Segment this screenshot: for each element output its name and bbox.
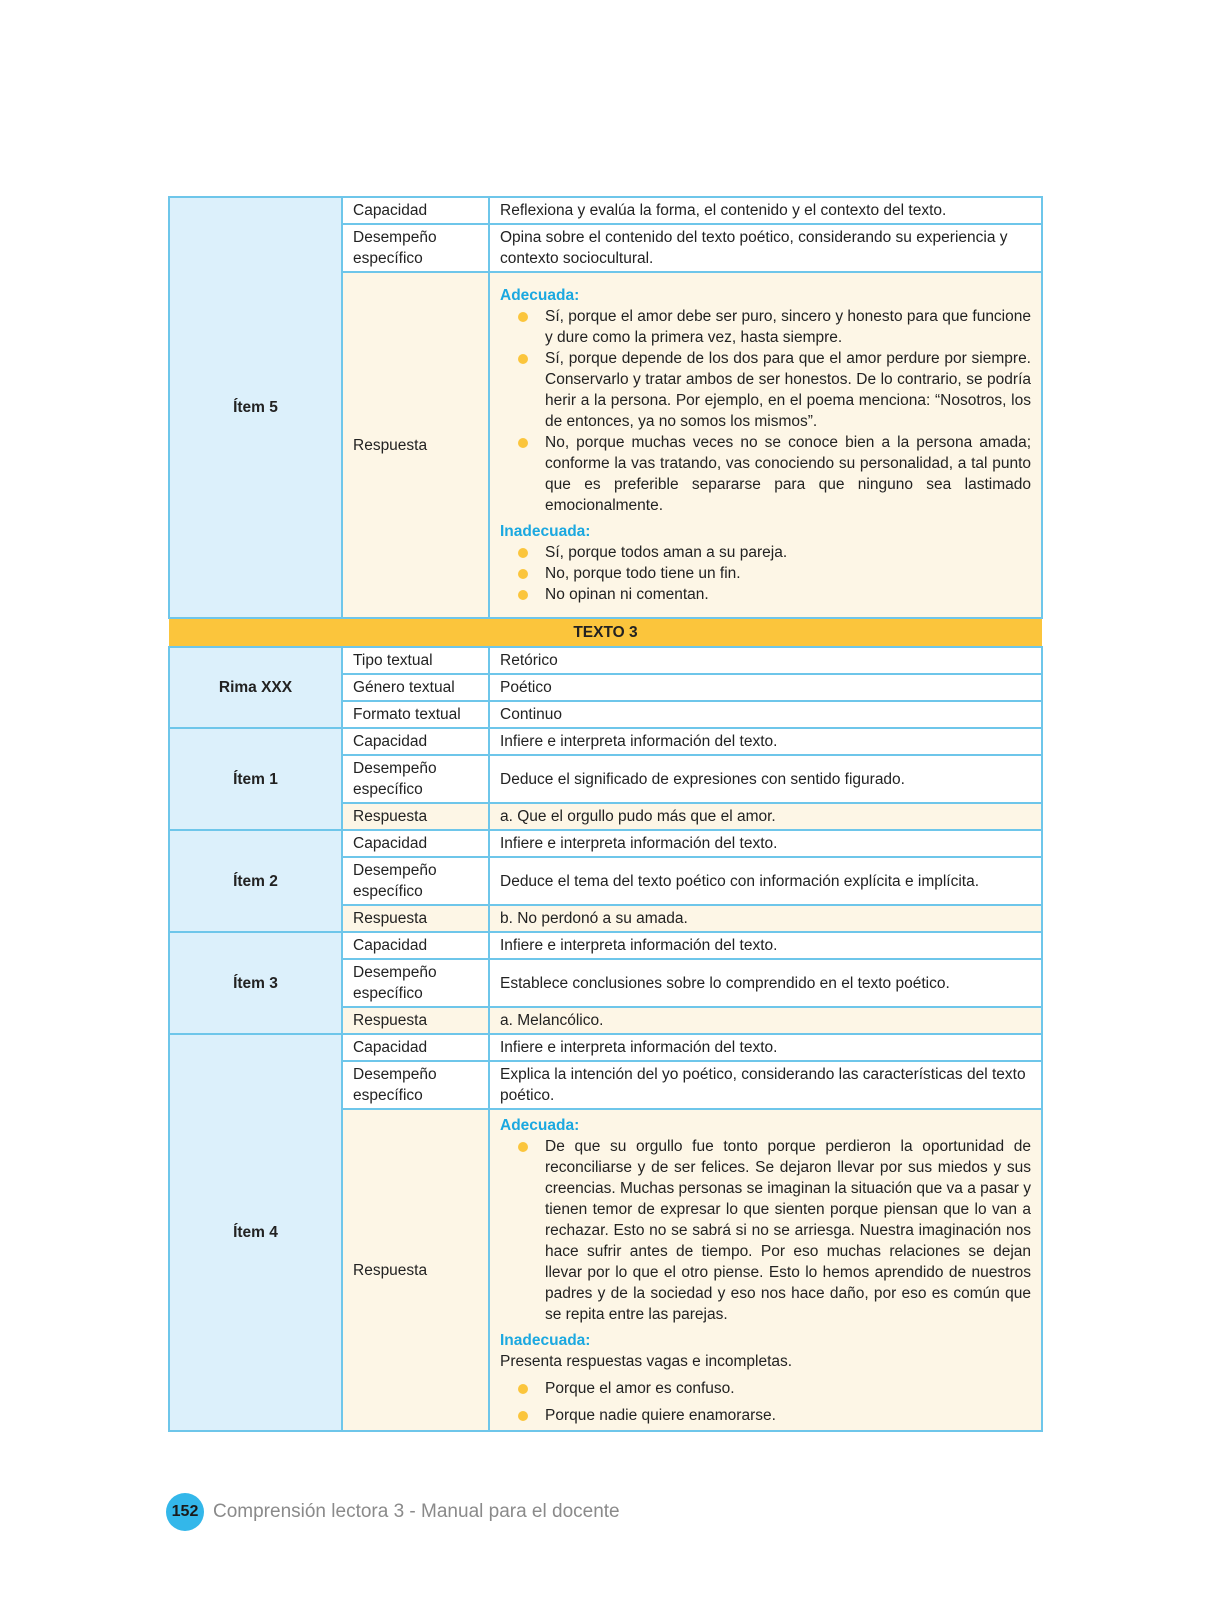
page-number: 152 xyxy=(166,1493,204,1531)
label-capacidad: Capacidad xyxy=(342,1034,489,1061)
item5-title: Ítem 5 xyxy=(169,197,342,618)
adecuada-heading: Adecuada: xyxy=(500,287,580,304)
list-item: No, porque muchas veces no se conoce bien a la persona amada; conforme la vas tratando, vas conociendo su personalidad, a tal punto que es preferible separarse para que ninguno sea lastimado emocionalmente. xyxy=(545,434,1031,514)
list-item: Porque nadie quiere enamorarse. xyxy=(545,1405,1031,1426)
item2-title: Ítem 2 xyxy=(169,830,342,932)
tipo-value: Retórico xyxy=(489,647,1042,674)
list-item: Sí, porque depende de los dos para que el amor perdure por siempre. Conservarlo y tratar ambos de ser honestos. De lo contrario, se podría herir a la persona. Por ejemplo, en el poema menciona: “Nosotros, los de entonces, ya no somos los mismos”. xyxy=(545,350,1031,430)
item4-adecuada-list xyxy=(500,1136,1031,1325)
item3-desempeno: Establece conclusiones sobre lo comprendido en el texto poético. xyxy=(489,959,1042,1007)
list-item: No, porque todo tiene un fin. xyxy=(545,563,1031,584)
label-desempeno: Desempeño específico xyxy=(342,857,489,905)
label-desempeno: Desempeño específico xyxy=(342,1061,489,1109)
item2-respuesta: b. No perdonó a su amada. xyxy=(489,905,1042,932)
list-item: No opinan ni comentan. xyxy=(545,584,1031,605)
item5-capacidad: Reflexiona y evalúa la forma, el contenido y el contexto del texto. xyxy=(489,197,1042,224)
adecuada-heading: Adecuada: xyxy=(500,1116,580,1134)
genero-value: Poético xyxy=(489,674,1042,701)
label-desempeno: Desempeño específico xyxy=(342,959,489,1007)
item1-desempeno: Deduce el significado de expresiones con sentido figurado. xyxy=(489,755,1042,803)
label-tipo: Tipo textual xyxy=(342,647,489,674)
rima-title: Rima XXX xyxy=(169,647,342,728)
list-item: De que su orgullo fue tonto porque perdieron la oportunidad de reconciliarse y de ser felices. Se dejaron llevar por sus miedos y sus creencias. Muchas personas se imaginan la situación que va a pasar y tienen temor de expresar lo que sienten porque piensan que lo van a rechazar. Esto no se sabrá si no se arriesga. Nuestra imaginación nos hace sufrir antes de tiempo. Por eso muchas relaciones se dejan llevar por lo que el otro piense. Esto lo hemos aprendido de nuestros padres y de la sociedad y eso nos hace daño, por eso es común que se repita entre las parejas. xyxy=(545,1137,1031,1323)
list-item: Sí, porque todos aman a su pareja. xyxy=(545,542,1031,563)
item4-inadecuada-list xyxy=(500,1378,1031,1426)
item4-title: Ítem 4 xyxy=(169,1034,342,1431)
item3-capacidad: Infiere e interpreta información del texto. xyxy=(489,932,1042,959)
item3-title: Ítem 3 xyxy=(169,932,342,1034)
item4-respuesta xyxy=(489,1109,1042,1431)
footer-title: Comprensión lectora 3 - Manual para el docente xyxy=(213,1501,620,1522)
label-capacidad: Capacidad xyxy=(342,830,489,857)
item5-adecuada-list xyxy=(500,306,1031,516)
label-formato: Formato textual xyxy=(342,701,489,728)
label-capacidad: Capacidad xyxy=(342,197,489,224)
texto3-band: TEXTO 3 xyxy=(169,618,1042,647)
item2-capacidad: Infiere e interpreta información del texto. xyxy=(489,830,1042,857)
label-respuesta: Respuesta xyxy=(342,272,489,618)
item1-title: Ítem 1 xyxy=(169,728,342,830)
label-capacidad: Capacidad xyxy=(342,728,489,755)
label-respuesta: Respuesta xyxy=(342,1007,489,1034)
page-footer xyxy=(166,1493,620,1531)
label-desempeno: Desempeño específico xyxy=(342,224,489,272)
label-capacidad: Capacidad xyxy=(342,932,489,959)
label-genero: Género textual xyxy=(342,674,489,701)
inadecuada-heading: Inadecuada: xyxy=(500,523,591,540)
inadecuada-heading: Inadecuada: xyxy=(500,1331,591,1349)
formato-value: Continuo xyxy=(489,701,1042,728)
item1-capacidad: Infiere e interpreta información del texto. xyxy=(489,728,1042,755)
item5-inadecuada-list xyxy=(500,542,1031,605)
item4-capacidad: Infiere e interpreta información del texto. xyxy=(489,1034,1042,1061)
evaluation-table xyxy=(168,196,1043,1432)
label-respuesta: Respuesta xyxy=(342,1109,489,1431)
item2-desempeno: Deduce el tema del texto poético con información explícita e implícita. xyxy=(489,857,1042,905)
inadecuada-intro: Presenta respuestas vagas e incompletas. xyxy=(500,1352,793,1370)
item3-respuesta: a. Melancólico. xyxy=(489,1007,1042,1034)
item5-respuesta xyxy=(489,272,1042,618)
list-item: Porque el amor es confuso. xyxy=(545,1378,1031,1399)
item4-desempeno: Explica la intención del yo poético, considerando las características del texto poético. xyxy=(489,1061,1042,1109)
list-item: Sí, porque el amor debe ser puro, sincero y honesto para que funcione y dure como la primera vez, hasta siempre. xyxy=(545,308,1031,346)
item1-respuesta: a. Que el orgullo pudo más que el amor. xyxy=(489,803,1042,830)
label-desempeno: Desempeño específico xyxy=(342,755,489,803)
item5-desempeno: Opina sobre el contenido del texto poético, considerando su experiencia y contexto sociocultural. xyxy=(489,224,1042,272)
label-respuesta: Respuesta xyxy=(342,803,489,830)
label-respuesta: Respuesta xyxy=(342,905,489,932)
